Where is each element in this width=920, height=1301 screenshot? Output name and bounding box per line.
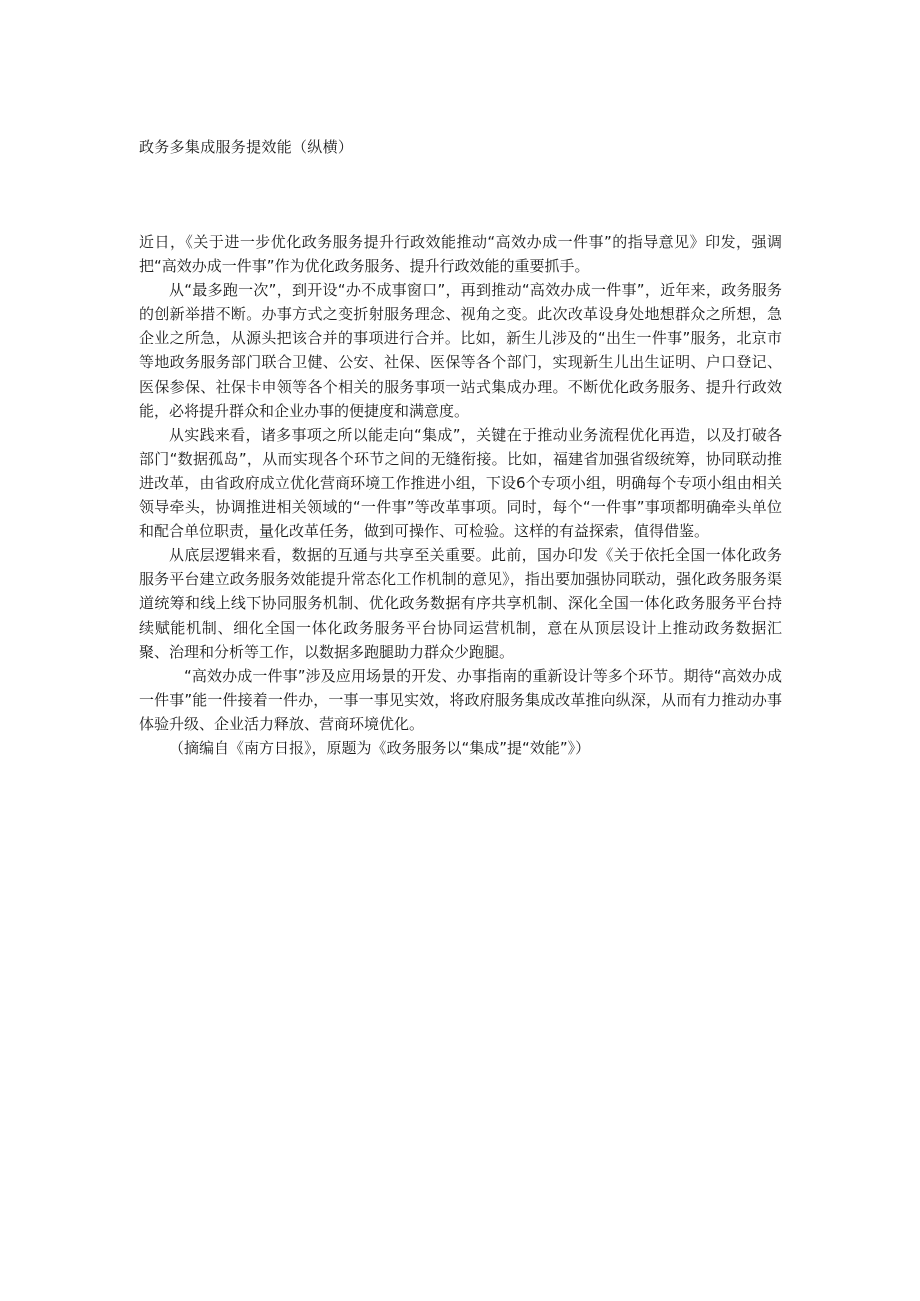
paragraph-intro: 近日，《关于进一步优化政务服务提升行政效能推动“高效办成一件事”的指导意见》印发，强调把“高效办成一件事”作为优化政务服务、提升行政效能的重要抓手。 <box>139 233 782 276</box>
page-title: 政务多集成服务提效能（纵横） <box>139 138 354 156</box>
paragraph-logic: 从底层逻辑来看，数据的互通与共享至关重要。此前，国办印发《关于依托全国一体化政务服务平台建立政务服务效能提升常态化工作机制的意见》，指出要加强协同联动，强化政务服务渠道统筹和线上线下协同服务机制、优化政务数据有序共享机制、深化全国一体化政务服务平台持续赋能机制、细化全国一体化政务服务平台协同运营机制，意在从顶层设计上推动政务数据汇聚、治理和分析等工作，以数据多跑腿助力群众少跑腿。 <box>139 546 782 661</box>
article-body <box>139 230 782 760</box>
paragraph-practice: 从实践来看，诸多事项之所以能走向“集成”，关键在于推动业务流程优化再造，以及打破各部门“数据孤岛”，从而实现各个环节之间的无缝衔接。比如，福建省加强省级统筹，协同联动推进改革，由省政府成立优化营商环境工作推进小组，下设6个专项小组，明确每个专项小组由相关领导牵头，协调推进相关领域的“一件事”等改革事项。同时，每个“一件事”事项都明确牵头单位和配合单位职责，量化改革任务，做到可操作、可检验。这样的有益探索，值得借鉴。 <box>139 425 782 541</box>
paragraph-reform: 从“最多跑一次”，到开设“办不成事窗口”，再到推动“高效办成一件事”，近年来，政务服务的创新举措不断。办事方式之变折射服务理念、视角之变。此次改革设身处地想群众之所想，急企业之所急，从源头把该合并的事项进行合并。比如，新生儿涉及的“出生一件事”服务，北京市等地政务服务部门联合卫健、公安、社保、医保等各个部门，实现新生儿出生证明、户口登记、医保参保、社保卡申领等各个相关的服务事项一站式集成办理。不断优化政务服务、提升行政效能，必将提升群众和企业办事的便捷度和满意度。 <box>139 281 782 420</box>
paragraph-expectation: “高效办成一件事”涉及应用场景的开发、办事指南的重新设计等多个环节。期待“高效办成一件事”能一件接着一件办，一事一事见实效，将政府服务集成改革推向纵深，从而有力推动办事体验升级、企业活力释放、营商环境优化。 <box>139 666 782 733</box>
source-note: （摘编自《南方日报》，原题为《政务服务以“集成”提“效能”》） <box>169 738 591 757</box>
